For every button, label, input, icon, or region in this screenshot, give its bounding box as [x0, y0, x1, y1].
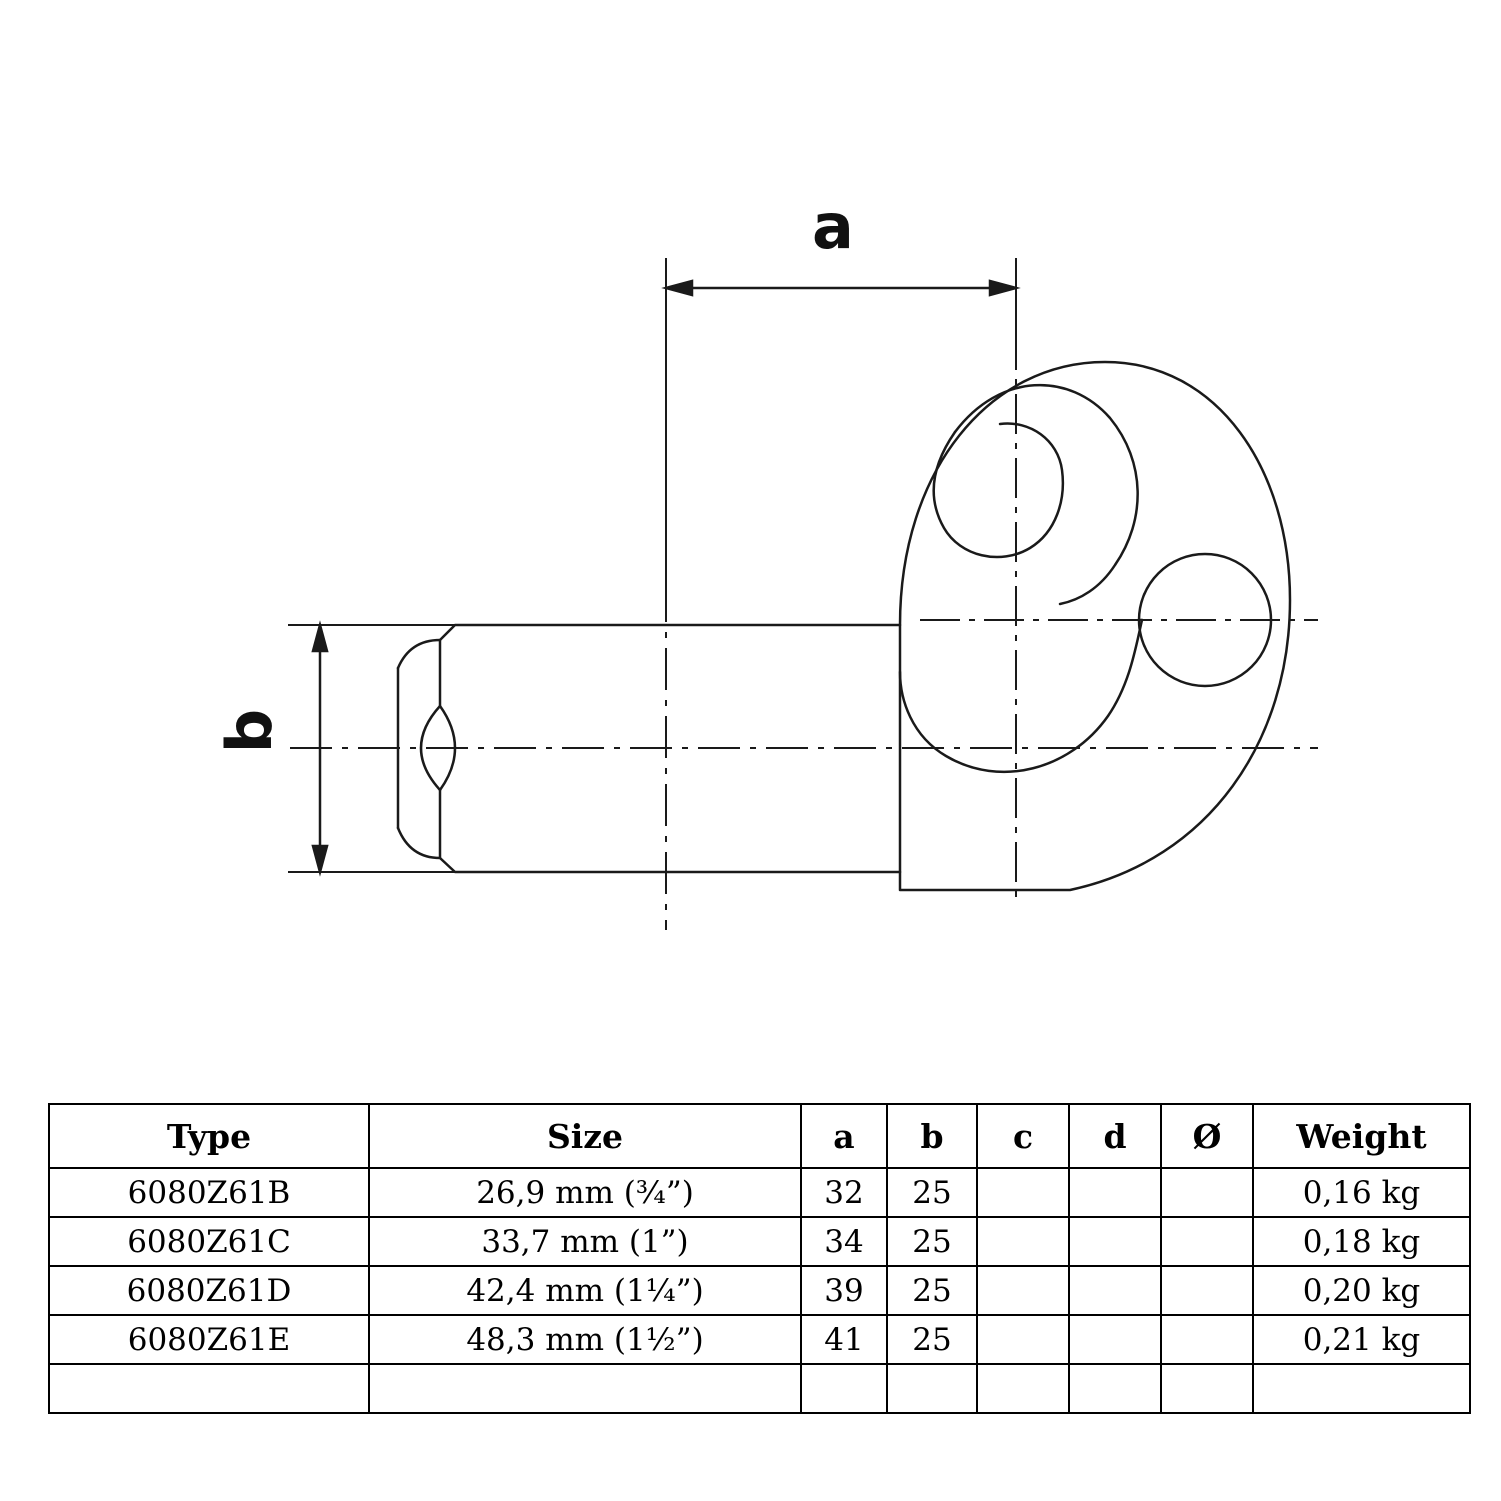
- column-header-type: Type: [49, 1104, 369, 1168]
- cell-diameter: [1161, 1266, 1253, 1315]
- cell-b: 25: [887, 1217, 977, 1266]
- column-header-d: d: [1069, 1104, 1161, 1168]
- cell-empty: [1161, 1364, 1253, 1413]
- dimension-arrow-a: [666, 281, 1016, 295]
- cell-weight: 0,16 kg: [1253, 1168, 1470, 1217]
- cell-diameter: [1161, 1315, 1253, 1364]
- cell-d: [1069, 1217, 1161, 1266]
- dimension-label-b: b: [213, 708, 287, 754]
- cell-b: 25: [887, 1266, 977, 1315]
- cell-weight: 0,21 kg: [1253, 1315, 1470, 1364]
- cell-type: 6080Z61D: [49, 1266, 369, 1315]
- column-header-a: a: [801, 1104, 887, 1168]
- cell-c: [977, 1168, 1069, 1217]
- cell-type: 6080Z61B: [49, 1168, 369, 1217]
- table-row: [49, 1217, 1470, 1266]
- specification-table: [48, 1103, 1471, 1414]
- cell-b: 25: [887, 1168, 977, 1217]
- cell-c: [977, 1217, 1069, 1266]
- column-header-c: c: [977, 1104, 1069, 1168]
- cell-size: 48,3 mm (1½”): [369, 1315, 801, 1364]
- cell-empty: [887, 1364, 977, 1413]
- cell-type: 6080Z61E: [49, 1315, 369, 1364]
- cell-empty: [977, 1364, 1069, 1413]
- cell-empty: [1069, 1364, 1161, 1413]
- cell-a: 32: [801, 1168, 887, 1217]
- cell-size: 33,7 mm (1”): [369, 1217, 801, 1266]
- cell-c: [977, 1315, 1069, 1364]
- cell-empty: [369, 1364, 801, 1413]
- cell-size: 26,9 mm (¾”): [369, 1168, 801, 1217]
- table-row: [49, 1315, 1470, 1364]
- column-header-weight: Weight: [1253, 1104, 1470, 1168]
- cell-size: 42,4 mm (1¼”): [369, 1266, 801, 1315]
- cell-empty: [801, 1364, 887, 1413]
- table-empty-row: [49, 1364, 1470, 1413]
- cell-diameter: [1161, 1168, 1253, 1217]
- cell-b: 25: [887, 1315, 977, 1364]
- cell-type: 6080Z61C: [49, 1217, 369, 1266]
- fitting-outline: [398, 362, 1290, 890]
- table-row: [49, 1266, 1470, 1315]
- cell-a: 39: [801, 1266, 887, 1315]
- cell-c: [977, 1266, 1069, 1315]
- cell-weight: 0,18 kg: [1253, 1217, 1470, 1266]
- table-header-row: [49, 1104, 1470, 1168]
- cell-weight: 0,20 kg: [1253, 1266, 1470, 1315]
- column-header-size: Size: [369, 1104, 801, 1168]
- cell-d: [1069, 1168, 1161, 1217]
- dimension-label-a: a: [812, 190, 854, 263]
- cell-diameter: [1161, 1217, 1253, 1266]
- cell-a: 41: [801, 1315, 887, 1364]
- cell-empty: [1253, 1364, 1470, 1413]
- cell-d: [1069, 1266, 1161, 1315]
- table-row: [49, 1168, 1470, 1217]
- column-header-b: b: [887, 1104, 977, 1168]
- cell-empty: [49, 1364, 369, 1413]
- column-header-diameter: Ø: [1161, 1104, 1253, 1168]
- cell-a: 34: [801, 1217, 887, 1266]
- cell-d: [1069, 1315, 1161, 1364]
